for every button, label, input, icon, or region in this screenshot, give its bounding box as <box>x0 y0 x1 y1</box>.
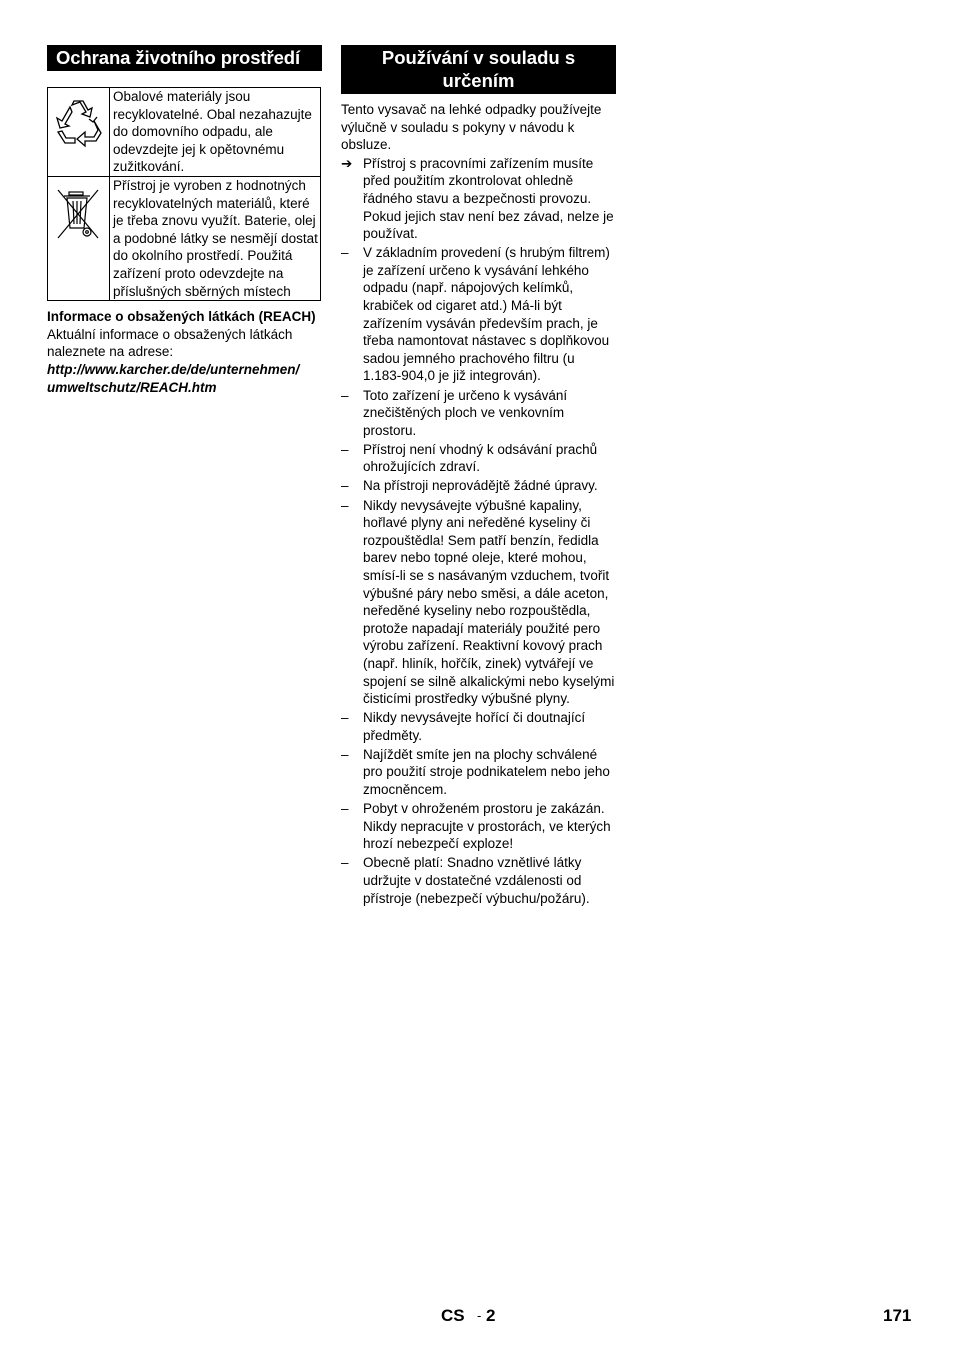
dash-marker: – <box>341 855 349 871</box>
icon-cell <box>48 88 110 177</box>
dash-marker: – <box>341 801 349 817</box>
dash-marker: – <box>341 710 349 726</box>
list-item <box>341 441 616 476</box>
list-item-text: Přístroj není vhodný k odsávání prachů ohrožujících zdraví. <box>363 441 598 475</box>
icon-cell <box>48 176 110 300</box>
dash-marker: – <box>341 746 349 762</box>
list-item <box>341 854 616 907</box>
section-heading-environment: Ochrana životního prostředí <box>47 45 322 71</box>
footer-dash: - <box>477 1308 482 1323</box>
list-item-text: Toto zařízení je určeno k vysávání znečištěných ploch ve venkovním prostoru. <box>363 387 568 438</box>
list-item-text: V základním provedení (s hrubým filtrem) je zařízení určeno k vysávání lehkého odpadu (např. nápojových kelímků, krabiček od cigaret atd.) Má-li být zařízením vysáván především prach, je třeba namontovat nástavec s doplňkovou sadou jemného prachového filtru (u 1.183-904,0 je již integrován). <box>363 245 610 384</box>
table-row <box>48 176 321 300</box>
reach-text: Aktuální informace o obsažených látkách naleznete na adrese: <box>47 326 293 360</box>
list-item-text: Najíždět smíte jen na plochy schválené pro použití stroje podnikatelem nebo jeho zmocněncem. <box>363 746 610 798</box>
list-item <box>341 800 616 853</box>
list-item <box>341 477 616 495</box>
right-column <box>341 45 616 907</box>
left-column <box>47 45 322 396</box>
symbol-table <box>47 87 321 301</box>
list-item <box>341 709 616 744</box>
recycling-icon <box>52 97 106 151</box>
reach-info <box>47 308 322 396</box>
dash-marker: – <box>341 478 349 494</box>
list-item-text: Obecně platí: Snadno vznětlivé látky udržujte v dostatečné vzdálenosti od přístroje (nebezpečí výbuchu/požáru). <box>363 855 590 906</box>
page-number: 171 <box>883 1306 912 1325</box>
list-item-text: Pobyt v ohroženém prostoru je zakázán. Nikdy nepracujte v prostorách, ve kterých hrozí nebezpečí exploze! <box>363 801 611 852</box>
footer-language: CS <box>441 1306 465 1325</box>
dash-marker: – <box>341 245 349 261</box>
list-item-text: Přístroj s pracovními zařízením musíte před použitím zkontrolovat ohledně řádného stavu a bezpečnosti provozu. Pokud jejich stav není bez závad, nelze je používat. <box>363 155 614 242</box>
list-item-text: Na přístroji neprovádějtě žádné úpravy. <box>363 478 598 494</box>
arrow-icon: ➔ <box>341 155 353 171</box>
list-item-text: Nikdy nevysávejte výbušné kapaliny, hořlavé plyny ani neředěné kyseliny či rozpouštědla! Sem patří benzín, ředidla barev nebo topné oleje, které mohou, smísí-li se s nasávaným vzduchem, tvořit výbušné páry nebo směsi, a dále aceton, neředěné kyseliny nebo rozpouštědla, protože napadají materiály použité pero výrobu zařízení. Reaktivní kovový prach (např. hliník, hořčík, zinek) vytvářejí ve spojení se silně alkalickými nebo kyselými čisticími prostředky výbušné plyny. <box>363 497 615 707</box>
symbol-description: Přístroj je vyroben z hodnotných recyklovatelných materiálů, které je třeba znovu využít. Baterie, olej a podobné látky se nesmějí dostat do okolního prostředí. Použitá zařízení proto odevzdejte na příslušných sběrných místech <box>110 176 321 300</box>
symbol-description: Obalové materiály jsou recyklovatelné. Obal nezahazujte do domovního odpadu, ale odevzdejte jej k opětovnému zužitkování. <box>110 88 321 177</box>
footer-section-number: 2 <box>486 1306 496 1325</box>
list-item <box>341 746 616 799</box>
list-item <box>341 387 616 440</box>
reach-title: Informace o obsažených látkách (REACH) <box>47 309 316 325</box>
crossed-out-bin-icon <box>54 186 104 242</box>
list-item <box>341 497 616 708</box>
section-heading-intended-use: Používání v souladu s určením <box>341 45 616 94</box>
reach-link-line-2[interactable]: umweltschutz/REACH.htm <box>47 379 217 395</box>
intro-paragraph: Tento vysavač na lehké odpadky používejte výlučně v souladu s pokyny v návodu k obsluze. <box>341 102 602 153</box>
table-row <box>48 88 321 177</box>
list-item <box>341 155 616 243</box>
reach-link-line-1[interactable]: http://www.karcher.de/de/unternehmen/ <box>47 361 300 377</box>
dash-marker: – <box>341 387 349 403</box>
dash-marker: – <box>341 441 349 457</box>
list-item-text: Nikdy nevysávejte hořící či doutnající předměty. <box>363 710 586 743</box>
list-item <box>341 244 616 385</box>
dash-marker: – <box>341 497 349 513</box>
